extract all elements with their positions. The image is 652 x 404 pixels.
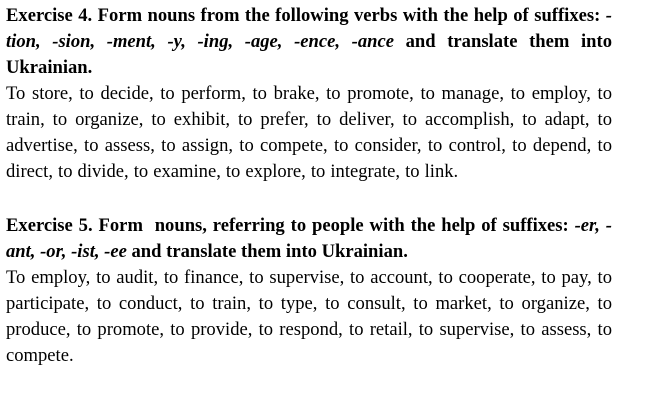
exercise-5-instruction-start: Form nouns, referring to people with the help of suffixes:	[98, 215, 575, 236]
exercise-5-instruction	[6, 213, 612, 265]
exercise-4-suffixes: -tion, -sion, -ment, -y, -ing, -age, -ence, -ance	[6, 5, 612, 52]
exercise-5-instruction-end: and translate them into Ukrainian.	[126, 241, 408, 262]
exercise-4	[6, 3, 612, 185]
exercise-4-instruction	[6, 3, 612, 81]
document-page	[6, 3, 612, 369]
exercise-4-instruction-start: Form nouns from the following verbs with the help of suffixes:	[97, 5, 606, 26]
exercise-4-verb-list: To store, to decide, to perform, to brake, to promote, to manage, to employ, to train, to organize, to exhibit, to prefer, to deliver, to accomplish, to adapt, to advertise, to assess, to assign, to compete, to consider, to control, to depend, to direct, to divide, to examine, to explore, to integrate, to link.	[6, 83, 612, 182]
exercise-5	[6, 213, 612, 369]
exercise-5-heading: Exercise 5.	[6, 215, 93, 236]
exercise-5-verb-list: To employ, to audit, to finance, to supervise, to account, to cooperate, to pay, to participate, to conduct, to train, to type, to consult, to market, to organize, to produce, to promote, to provide, to respond, to retail, to supervise, to assess, to compete.	[6, 267, 612, 366]
exercise-4-instruction-end: and translate them into Ukrainian.	[6, 31, 613, 78]
exercise-5-suffixes: -er, -ant, -or, -ist, -ee	[6, 215, 612, 262]
exercise-4-heading: Exercise 4.	[6, 5, 93, 26]
